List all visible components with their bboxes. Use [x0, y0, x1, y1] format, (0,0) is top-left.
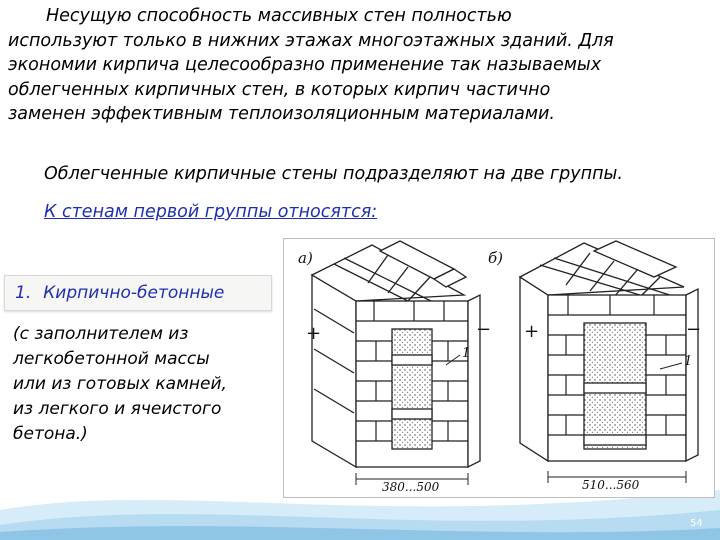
drawing-b-plus: + — [524, 321, 540, 342]
description-line-5: бетона.) — [13, 424, 88, 444]
drawing-a-minus: − — [476, 319, 492, 340]
list-item-box — [4, 275, 272, 311]
intro-line-4: облегченных кирпичных стен, в которых кирпич частично — [8, 79, 551, 100]
drawing-b-dimension: 510...560 — [582, 478, 640, 492]
intro-paragraph — [8, 4, 713, 127]
intro-line-1: Несущую способность массивных стен полностью — [46, 6, 512, 26]
wall-drawing-a — [312, 241, 480, 485]
drawing-a-dimension: 380...500 — [382, 480, 440, 494]
list-item-number: 1. — [15, 283, 32, 303]
intro-line-5: заменен эффективным теплоизоляционным материалами. — [8, 104, 555, 124]
list-item-text: Кирпично-бетонные — [43, 283, 225, 303]
first-group-heading: К стенам первой группы относятся: — [44, 202, 378, 222]
page-number: 54 — [690, 518, 703, 529]
drawing-a-label: а) — [298, 249, 313, 267]
description-line-3: или из готовых камней, — [13, 374, 227, 394]
wall-drawing-b — [520, 241, 698, 483]
description-line-1: (с заполнителем из — [13, 324, 189, 344]
drawing-b-label: б) — [488, 249, 504, 267]
intro-line-2: используют только в нижних этажах многоэтажных зданий. Для — [8, 30, 614, 51]
drawing-a-callout: 1 — [462, 346, 471, 361]
drawing-b-minus: − — [686, 319, 702, 340]
description-line-2: легкобетонной массы — [13, 349, 210, 369]
description-line-4: из легкого и ячеистого — [13, 399, 222, 419]
drawing-a-plus: + — [306, 323, 322, 344]
brick-wall-drawings — [284, 239, 714, 497]
intro-line-3: экономии кирпича целесообразно применение так называемых — [8, 55, 602, 75]
wall-section-figure — [283, 238, 715, 498]
description-paragraph — [13, 322, 273, 447]
drawing-b-callout: 1 — [684, 354, 693, 369]
list-item-label — [15, 283, 224, 303]
groups-sentence: Облегченные кирпичные стены подразделяют на две группы. — [44, 164, 623, 184]
